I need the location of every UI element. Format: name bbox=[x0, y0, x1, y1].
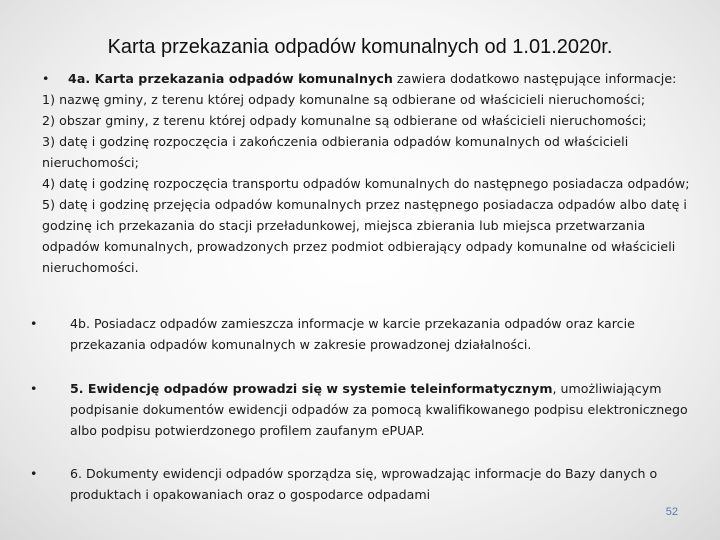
bullet-6 bbox=[30, 463, 710, 505]
bullet-6-text: 6. Dokumenty ewidencji odpadów sporządza się, wprowadzając informacje do Bazy danych o produktach i opakowaniach oraz o gospodarce odpadami bbox=[70, 466, 658, 502]
section-4a-intro bbox=[42, 68, 706, 89]
section-4a bbox=[42, 68, 706, 278]
page-number: 52 bbox=[665, 506, 678, 518]
list-item: 1) nazwę gminy, z terenu której odpady komunalne są odbierane od właścicieli nieruchomości; bbox=[42, 92, 646, 107]
bullet-5 bbox=[30, 378, 710, 441]
bullet-5-rest: , umożliwiającym podpisanie dokumentów ewidencji odpadów za pomocą kwalifikowanego podpisu elektronicznego albo podpisu potwierdzonego profilem zaufanym ePUAP. bbox=[70, 381, 688, 438]
bullet-icon: • bbox=[30, 316, 38, 331]
list-item: 2) obszar gminy, z terenu której odpady komunalne są odbierane od właścicieli nieruchomości; bbox=[42, 113, 647, 128]
list-item: 5) datę i godzinę przejęcia odpadów komunalnych przez następnego posiadacza odpadów albo datę i godzinę ich przekazania do stacji przeładunkowej, miejsca zbierania lub miejsca przetwarzania odpadów komunalnych, prowadzonych przez podmiot odbierający odpady komunalne od właścicieli nieruchomości. bbox=[42, 197, 687, 275]
section-4a-intro-rest: zawiera dodatkowo następujące informacje: bbox=[392, 71, 677, 86]
bullet-5-text bbox=[70, 378, 710, 441]
bullet-4b-text: 4b. Posiadacz odpadów zamieszcza informacje w karcie przekazania odpadów oraz karcie przekazania odpadów komunalnych w zakresie prowadzonej działalności. bbox=[70, 316, 635, 352]
slide-title: Karta przekazania odpadów komunalnych od 1.01.2020r. bbox=[107, 36, 613, 58]
bullet-icon: • bbox=[42, 71, 50, 86]
bullet-icon: • bbox=[30, 466, 38, 481]
bullet-4b bbox=[30, 313, 710, 355]
section-4a-intro-bold: 4a. Karta przekazania odpadów komunalnych bbox=[68, 71, 393, 86]
bullet-icon: • bbox=[30, 381, 38, 396]
list-item: 4) datę i godzinę rozpoczęcia transportu odpadów komunalnych do następnego posiadacza odpadów; bbox=[42, 176, 690, 191]
list-item: 3) datę i godzinę rozpoczęcia i zakończenia odbierania odpadów komunalnych od właścicieli nieruchomości; bbox=[42, 134, 629, 170]
bullet-5-bold: 5. Ewidencję odpadów prowadzi się w systemie teleinformatycznym bbox=[70, 381, 553, 396]
